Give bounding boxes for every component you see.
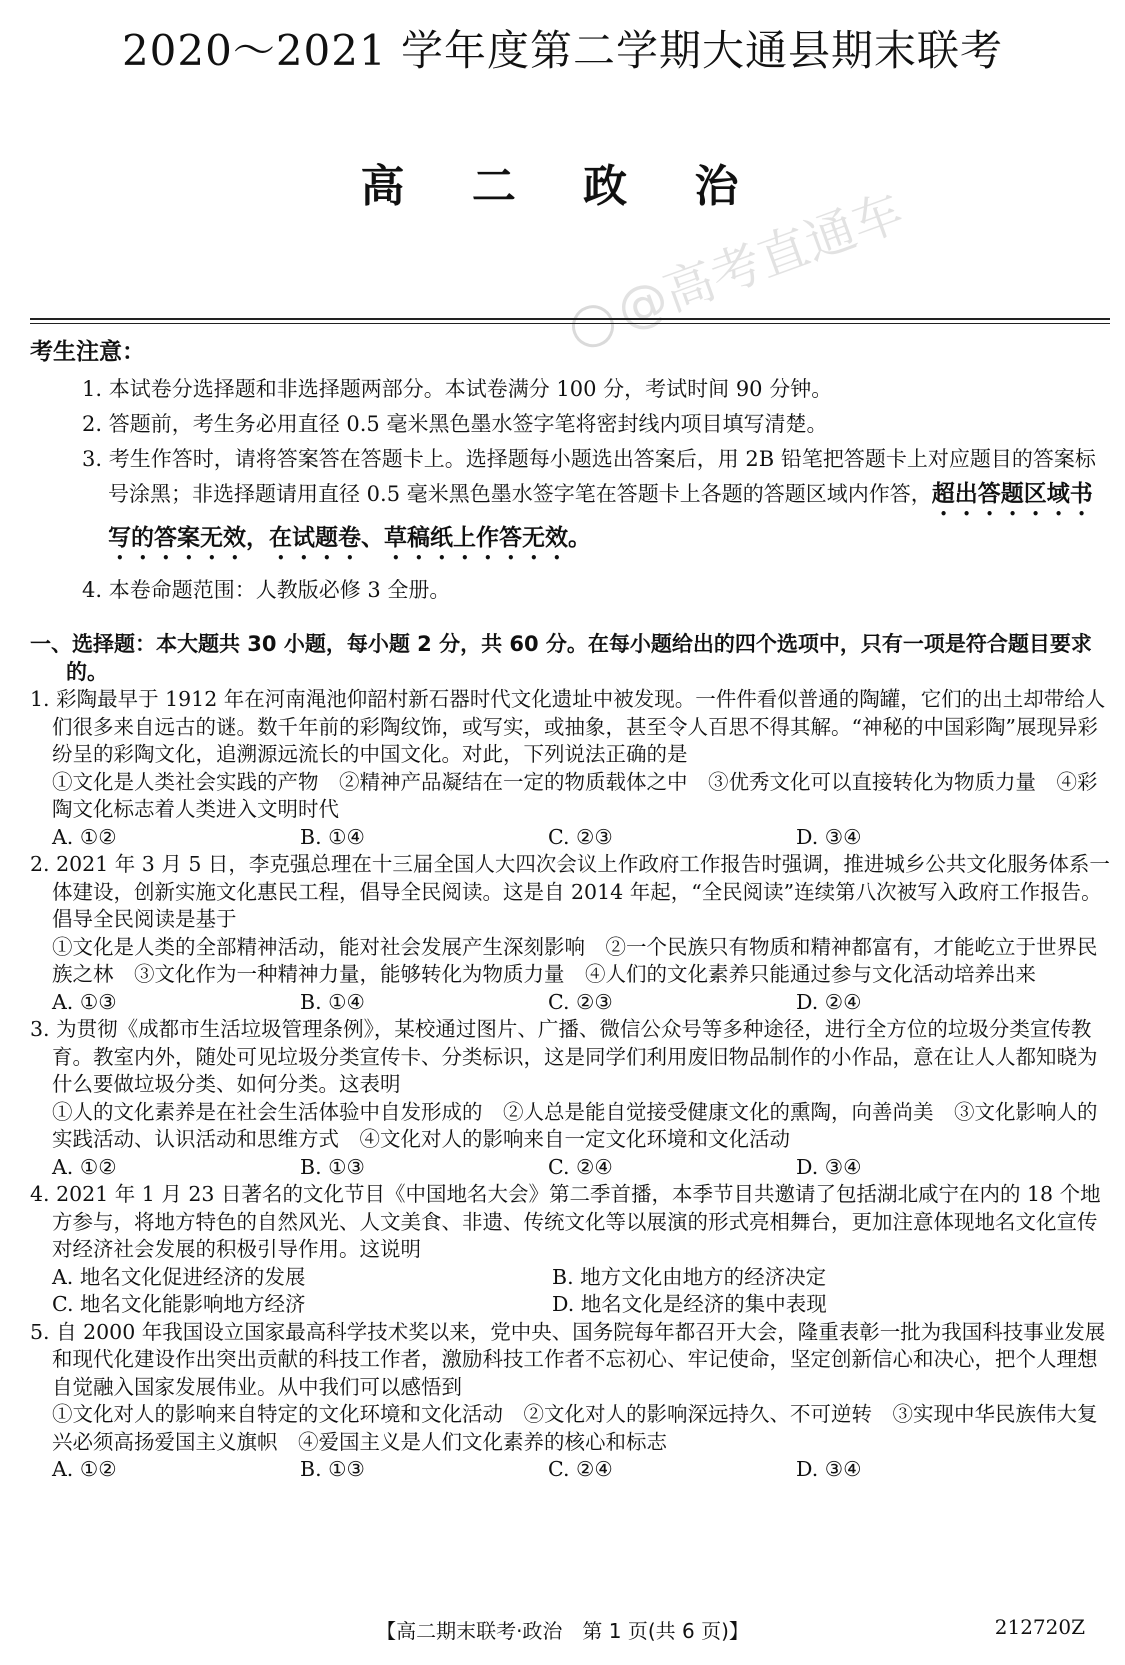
question-statements: ①文化对人的影响来自特定的文化环境和文化活动 ②文化对人的影响深远持久、不可逆转 ③实现中华民族伟大复兴必须高扬爱国主义旗帜 ④爱国主义是人们文化素养的核心和标志 [52, 1402, 1098, 1454]
option-c: C. 地名文化能影响地方经济 [52, 1292, 306, 1316]
options [30, 824, 1110, 852]
notice-item-4: 4. 本卷命题范围：人教版必修 3 全册。 [82, 578, 451, 602]
footer-code: 212720Z [994, 1615, 1085, 1639]
option-c: C. ②③ [548, 824, 613, 849]
option-b: B. ①③ [300, 1457, 365, 1481]
question-stem: 4. 2021 年 1 月 23 日著名的文化节目《中国地名大会》第二季首播，本季节目共邀请了包括湖北咸宁在内的 18 个地方参与，将地方特色的自然风光、人文美食、非遗、传统文化等以展演的形式亮相舞台，更加注意体现地名文化宣传对经济社会发展的积极引导作用。这说明 [30, 1182, 1101, 1261]
options [30, 1264, 1110, 1319]
header-rule-thin [30, 323, 1110, 324]
option-b: B. 地方文化由地方的经济决定 [552, 1264, 827, 1289]
option-b: B. ①④ [300, 824, 365, 849]
option-c: C. ②④ [548, 1457, 613, 1481]
option-d: D. ③④ [796, 824, 862, 849]
option-b: B. ①④ [300, 989, 365, 1014]
question-5 [30, 1319, 1110, 1484]
option-d: D. 地名文化是经济的集中表现 [552, 1292, 827, 1316]
subject-title: 高 二 政 治 [360, 161, 765, 212]
question-statements: ①文化是人类的全部精神活动，能对社会发展产生深刻影响 ②一个民族只有物质和精神都富有，才能屹立于世界民族之林 ③文化作为一种精神力量，能够转化为物质力量 ④人们的文化素养只能通过参与文化活动培养出来 [52, 934, 1098, 986]
question-1 [30, 686, 1110, 851]
exam-title: 2020～2021 学年度第二学期大通县期末联考 [121, 26, 1004, 75]
option-a: A. 地名文化促进经济的发展 [52, 1264, 306, 1289]
option-d: D. ②④ [796, 989, 862, 1014]
options [30, 1154, 1110, 1182]
question-stem: 3. 为贯彻《成都市生活垃圾管理条例》，某校通过图片、广播、微信公众号等多种途径，进行全方位的垃圾分类宣传教育。教室内外，随处可见垃圾分类宣传卡、分类标识，这是同学们利用废旧物品制作的小作品，意在让人人都知晓为什么要做垃圾分类、如何分类。这表明 [30, 1017, 1098, 1096]
footer-page-info: 【高二期末联考·政治 第 1 页(共 6 页)】 [376, 1619, 749, 1643]
question-2 [30, 851, 1110, 1016]
question-stem: 2. 2021 年 3 月 5 日，李克强总理在十三届全国人大四次会议上作政府工作报告时强调，推进城乡公共文化服务体系一体建设，创新实施文化惠民工程，倡导全民阅读。这是自 2014 年起，“全民阅读”连续第八次被写入政府工作报告。倡导全民阅读是基于 [30, 852, 1110, 931]
option-a: A. ①③ [52, 989, 117, 1014]
options [30, 1456, 1110, 1484]
notice-heading: 考生注意： [30, 339, 145, 365]
question-stem: 5. 自 2000 年我国设立国家最高科学技术奖以来，党中央、国务院每年都召开大会，隆重表彰一批为我国科技事业发展和现代化建设作出突出贡献的科技工作者，激励科技工作者不忘初心、牢记使命，坚定创新信心和决心，把个人理想自觉融入国家发展伟业。从中我们可以感悟到 [30, 1319, 1106, 1399]
option-a: A. ①② [52, 1154, 117, 1179]
question-4 [30, 1181, 1110, 1319]
options [30, 989, 1110, 1017]
notice-item-1: 1. 本试卷分选择题和非选择题两部分。本试卷满分 100 分，考试时间 90 分钟。 [82, 377, 833, 401]
question-statements: ①文化是人类社会实践的产物 ②精神产品凝结在一定的物质载体之中 ③优秀文化可以直接转化为物质力量 ④彩陶文化标志着人类进入文明时代 [52, 769, 1098, 821]
watermark-text: @高考直通车 [608, 182, 911, 340]
question-stem: 1. 彩陶最早于 1912 年在河南渑池仰韶村新石器时代文化遗址中被发现。一件件看似普通的陶罐，它们的出土却带给人们很多来自远古的谜。数千年前的彩陶纹饰，或写实，或抽象，甚至令人百思不得其解。“神秘的中国彩陶”展现异彩纷呈的彩陶文化，追溯源远流长的中国文化。对此，下列说法正确的是 [30, 687, 1106, 766]
question-3 [30, 1016, 1110, 1181]
candidate-notice [30, 333, 1105, 608]
option-b: B. ①③ [300, 1154, 365, 1179]
section-choice [30, 630, 1110, 1484]
section-heading: 一、选择题：本大题共 30 小题，每小题 2 分，共 60 分。在每小题给出的四个选项中，只有一项是符合题目要求的。 [30, 632, 1092, 684]
notice-item-3 [30, 442, 1105, 565]
header-rule [30, 318, 1110, 320]
option-d: D. ③④ [796, 1154, 862, 1179]
option-c: C. ②③ [548, 989, 613, 1014]
option-a: A. ①② [52, 1457, 117, 1481]
option-d: D. ③④ [796, 1457, 862, 1481]
notice-item-3-text: 3. 考生作答时，请将答案答在答题卡上。选择题每小题选出答案后，用 2B 铅笔把答题卡上对应题目的答案标号涂黑；非选择题请用直径 0.5 毫米黑色墨水签字笔在答题卡上各题的答题区域内作答， [82, 447, 1096, 506]
notice-item-3-emphasis: 超出答题区域书写的答案无效，在试题卷、草稿纸上作答无效。 [108, 481, 1093, 551]
option-a: A. ①② [52, 824, 117, 849]
option-c: C. ②④ [548, 1154, 613, 1179]
question-statements: ①人的文化素养是在社会生活体验中自发形成的 ②人总是能自觉接受健康文化的熏陶，向善尚美 ③文化影响人的实践活动、认识活动和思维方式 ④文化对人的影响来自一定文化环境和文化活动 [52, 1099, 1098, 1151]
notice-item-2: 2. 答题前，考生务必用直径 0.5 毫米黑色墨水签字笔将密封线内项目填写清楚。 [82, 412, 828, 436]
